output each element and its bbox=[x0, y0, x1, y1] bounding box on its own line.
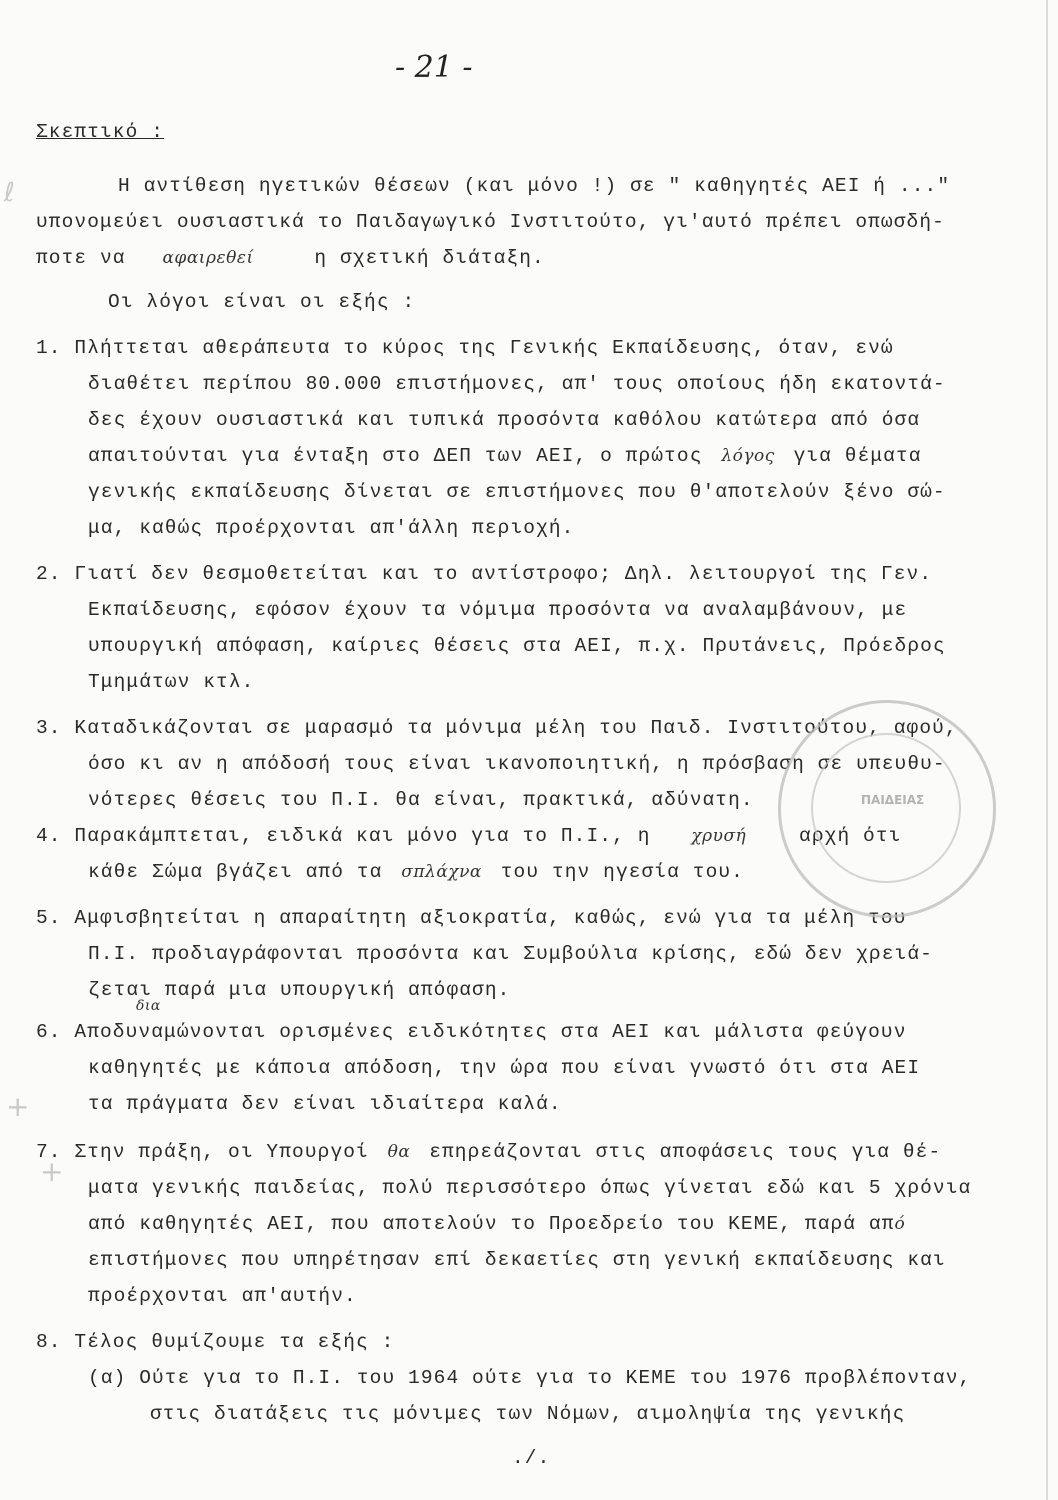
list-item-line: διαθέτει περίπου 80.000 επιστήμονες, απ' τους οποίους ήδη εκατοντά- bbox=[88, 373, 946, 395]
list-item-line: δες έχουν ουσιαστικά και τυπικά προσόντα καθόλου κατώτερα από όσα bbox=[88, 409, 921, 431]
margin-mark: + bbox=[40, 1155, 64, 1188]
list-item-line: στις διατάξεις τις μόνιμες των Νόμων, αιμοληψία της γενικής bbox=[150, 1403, 906, 1425]
list-item-line: νότερες θέσεις του Π.Ι. θα είναι, πρακτικά, αδύνατη. bbox=[88, 789, 754, 811]
list-item-line: 6. Αποδυναμώνονται ορισμένες ειδικότητες στα ΑΕΙ και μάλιστα φεύγουν bbox=[36, 1021, 907, 1043]
list-item-line: τα πράγματα δεν είναι ιδιαίτερα καλά. bbox=[88, 1093, 562, 1115]
list-item-line: 7. Στην πράξη, οι Υπουργοί θα επηρεάζονται στις αποφάσεις τους για θέ- bbox=[36, 1141, 942, 1163]
handwritten-correction: λόγος bbox=[721, 446, 775, 466]
section-heading: Σκεπτικό : bbox=[36, 121, 165, 143]
list-item-line: απαιτούνται για ένταξη στο ΔΕΠ των ΑΕΙ, ο πρώτος λόγος για θέματα bbox=[88, 445, 922, 467]
handwritten-correction: σπλάχνα bbox=[401, 862, 482, 882]
list-item-line: ματα γενικής παιδείας, πολύ περισσότερο όπως γίνεται εδώ και 5 χρόνια bbox=[88, 1177, 972, 1199]
handwritten-correction: δια bbox=[136, 998, 161, 1014]
official-stamp bbox=[778, 700, 996, 918]
list-item-line: όσο κι αν η απόδοσή τους είναι ικανοποιητική, η πρόσβαση σε υπευθυ- bbox=[88, 753, 946, 775]
list-item-line: καθηγητές με κάποια απόδοση, την ώρα που είναι γνωστό ότι στα ΑΕΙ bbox=[88, 1057, 921, 1079]
list-item-line: υπουργική απόφαση, καίριες θέσεις στα ΑΕΙ, π.χ. Πρυτάνεις, Πρόεδρος bbox=[88, 635, 946, 657]
page-edge bbox=[1046, 0, 1048, 1500]
list-item-line: 2. Γιατί δεν θεσμοθετείται και το αντίστροφο; Δηλ. λειτουργοί της Γεν. bbox=[36, 563, 933, 585]
margin-mark: ℓ bbox=[4, 178, 15, 208]
reasons-intro: Οι λόγοι είναι οι εξής : bbox=[108, 291, 416, 313]
list-item-line: επιστήμονες που υπηρέτησαν επί δεκαετίες στη γενική εκπαίδευσης και bbox=[88, 1249, 946, 1271]
continuation-mark: ./. bbox=[512, 1447, 551, 1469]
handwritten-correction: χρυσή bbox=[691, 826, 747, 846]
list-item-line: από καθηγητές ΑΕΙ, που αποτελούν το Προεδρείο του ΚΕΜΕ, παρά από bbox=[88, 1213, 906, 1235]
page-number: - 21 - bbox=[395, 50, 473, 85]
stamp-text: ΠΑΙΔΕΙΑΣ bbox=[861, 793, 925, 807]
intro-line: Η αντίθεση ηγετικών θέσεων (και μόνο !) σε " καθηγητές ΑΕΙ ή ..." bbox=[118, 175, 951, 197]
list-item-line: 4. Παρακάμπτεται, ειδικά και μόνο για το Π.Ι., η χρυσή αρχή ότι bbox=[36, 825, 902, 847]
list-item-line: 3. Καταδικάζονται σε μαρασμό τα μόνιμα μέλη του Παιδ. Ινστιτούτου, αφού, bbox=[36, 717, 958, 739]
handwritten-correction: αφαιρεθεί bbox=[162, 248, 254, 268]
list-item-line: κάθε Σώμα βγάζει από τα σπλάχνα του την ηγεσία του. bbox=[88, 861, 744, 883]
list-item-line: μα, καθώς προέρχονται απ'άλλη περιοχή. bbox=[88, 517, 575, 539]
list-item-line: Εκπαίδευσης, εφόσον έχουν τα νόμιμα προσόντα να αναλαμβάνουν, με bbox=[88, 599, 908, 621]
intro-line: ποτε να αφαιρεθεί η σχετική διάταξη. bbox=[36, 247, 545, 269]
handwritten-correction: θα bbox=[387, 1142, 411, 1162]
list-item-line: (α) Ούτε για το Π.Ι. του 1964 ούτε για το ΚΕΜΕ του 1976 προβλέπονταν, bbox=[88, 1367, 972, 1389]
list-item-line: 8. Τέλος θυμίζουμε τα εξής : bbox=[36, 1331, 395, 1353]
list-item-line: Τμημάτων κτλ. bbox=[88, 671, 255, 693]
list-item-line: γενικής εκπαίδευσης δίνεται σε επιστήμονες που θ'αποτελούν ξένο σώ- bbox=[88, 481, 946, 503]
list-item-line: 5. Αμφισβητείται η απαραίτητη αξιοκρατία, καθώς, ενώ για τα μέλη του bbox=[36, 907, 907, 929]
list-item-line: 1. Πλήττεται αθεράπευτα το κύρος της Γενικής Εκπαίδευσης, όταν, ενώ bbox=[36, 337, 894, 359]
list-item-line: ζεται παρά μια υπουργική απόφαση. bbox=[88, 979, 511, 1001]
list-item-line: Π.Ι. προδιαγράφονται προσόντα και Συμβούλια κρίσης, εδώ δεν χρειά- bbox=[88, 943, 933, 965]
intro-line: υπονομεύει ουσιαστικά το Παιδαγωγικό Ινστιτούτο, γι'αυτό πρέπει οπωσδή- bbox=[36, 211, 945, 233]
handwritten-correction: ό bbox=[894, 1214, 906, 1234]
margin-mark: + bbox=[6, 1090, 30, 1123]
stamp-inner-ring bbox=[811, 733, 961, 883]
list-item-line: προέρχονται απ'αυτήν. bbox=[88, 1285, 357, 1307]
